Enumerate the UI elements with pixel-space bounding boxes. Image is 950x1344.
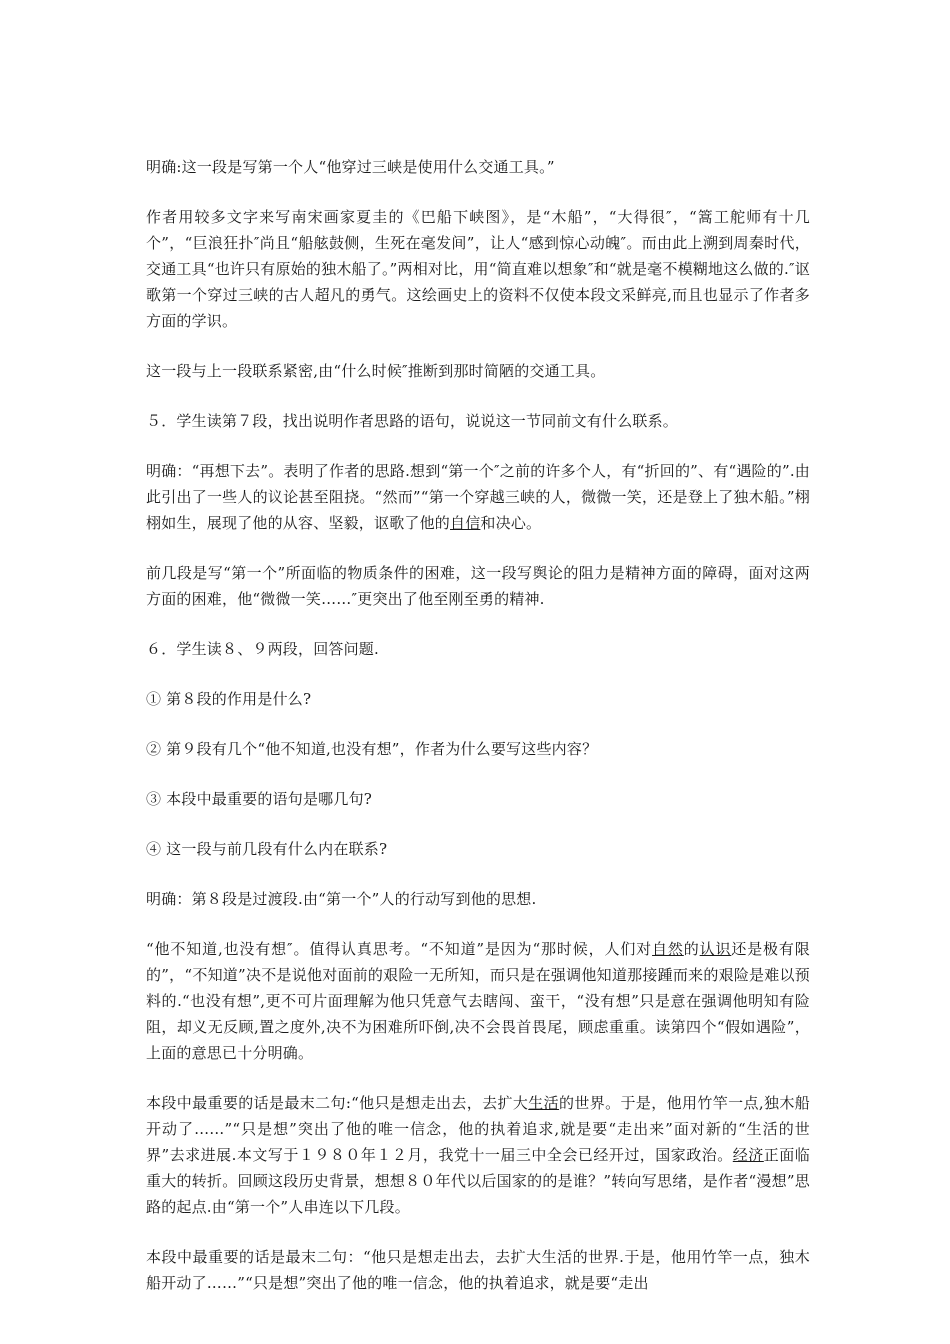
text-segment: ③ 本段中最重要的语句是哪几句?	[146, 790, 373, 808]
paragraph-1	[146, 154, 810, 180]
text-segment: “他不知道,也没有想″。值得认真思考。“不知道”是因为“那时候，人们对	[146, 940, 653, 958]
underlined-link[interactable]: 自然	[652, 940, 684, 958]
document-body	[146, 154, 810, 1320]
answer-5	[146, 458, 810, 536]
text-segment: 还是极有限的”，“不知道”决不是说他对面前的艰险一无所知，而只是在强调他知道那接踵而来的艰险是难以预料的.“也没有想”,更不可片面理解为他只凭意气去瞎闯、蛮干，“没有想”只是意在强调他明知有险阻，却义无反顾,置之度外,决不为困难所吓倒,决不会畏首畏尾，顾虑重重。读第四个“假如遇险”，上面的意思已十分明确。	[146, 940, 810, 1062]
sub-question-3	[146, 786, 810, 812]
text-segment: 作者用较多文字来写南宋画家夏圭的《巴船下峡图》，是“木船”，“大得很″，“篙工舵师有十几个”，“巨浪狂扑″尚且“船舷鼓侧，生死在毫发间”，让人“感到惊心动魄″。而由此上溯到周秦时代，交通工具“也许只有原始的独木船了。”两相对比，用“简直难以想象″和“就是毫不模糊地这么做的.″讴歌第一个穿过三峡的古人超凡的勇气。这绘画史上的资料不仅使本段文采鲜亮,而且也显示了作者多方面的学识。	[146, 208, 810, 330]
text-segment: ④ 这一段与前几段有什么内在联系?	[146, 840, 388, 858]
underlined-link[interactable]: 自信	[450, 514, 481, 532]
underlined-link[interactable]: 生活	[528, 1094, 560, 1112]
text-segment: 这一段与上一段联系紧密,由“什么时候″推断到那时简陋的交通工具。	[146, 362, 606, 380]
text-segment: 的	[683, 940, 700, 958]
paragraph-2	[146, 204, 810, 334]
text-segment: ６．学生读８、９两段，回答问题.	[146, 640, 379, 658]
underlined-link[interactable]: 认识	[699, 940, 732, 958]
paragraph-6	[146, 560, 810, 612]
question-5	[146, 408, 810, 434]
text-segment: 明确：第８段是过渡段.由“第一个”人的行动写到他的思想.	[146, 890, 537, 908]
paragraph-analysis-3	[146, 1244, 810, 1296]
paragraph-3	[146, 358, 810, 384]
text-segment: ５．学生读第７段，找出说明作者思路的语句，说说这一节同前文有什么联系。	[146, 412, 679, 430]
answer-6-intro	[146, 886, 810, 912]
text-segment: 明确:这一段是写第一个人“他穿过三峡是使用什么交通工具。”	[146, 158, 555, 176]
paragraph-analysis-2	[146, 1090, 810, 1220]
text-segment: ① 第８段的作用是什么?	[146, 690, 312, 708]
paragraph-analysis-1	[146, 936, 810, 1066]
text-segment: ② 第９段有几个“他不知道,也没有想”，作者为什么要写这些内容？	[146, 740, 598, 758]
sub-question-1	[146, 686, 810, 712]
text-segment: 本段中最重要的话是最末二句：“他只是想走出去，去扩大生活的世界.于是，他用竹竿一点，独木船开动了……”“只是想”突出了他的唯一信念，他的执着追求，就是要“走出	[146, 1248, 810, 1292]
text-segment: 明确：“再想下去”。表明了作者的思路.想到“第一个″之前的许多个人，有“折回的”、有“遇险的”.由此引出了一些人的议论甚至阻挠。“然而”“第一个穿越三峡的人，微微一笑，还是登上了独木船。”栩栩如生，展现了他的从容、坚毅，讴歌了他的	[146, 462, 810, 532]
text-segment: 和决心。	[480, 514, 542, 532]
text-segment: 正面临重大的转折。回顾这段历史背景，想想８０年代以后国家的的是谁？”转向写思绪，是作者“漫想”思路的起点.由“第一个”人串连以下几段。	[146, 1146, 810, 1216]
question-6	[146, 636, 810, 662]
text-segment: 前几段是写“第一个”所面临的物质条件的困难，这一段写舆论的阻力是精神方面的障碍，面对这两方面的困难，他“微微一笑……″更突出了他至刚至勇的精神.	[146, 564, 810, 608]
text-segment: 的世界。于是，他用竹竿一点,独木船开动了……”“只是想”突出了他的唯一信念，他的执着追求,就是要“走出来”面对新的“生活的世界”去求进展.本文写于１９８０年１２月，我党十一届三中全会已经开过，国家政治。	[146, 1094, 810, 1164]
sub-question-4	[146, 836, 810, 862]
text-segment: 本段中最重要的话是最末二句:“他只是想走出去，去扩大	[146, 1094, 529, 1112]
underlined-link[interactable]: 经济	[732, 1146, 764, 1164]
sub-question-2	[146, 736, 810, 762]
